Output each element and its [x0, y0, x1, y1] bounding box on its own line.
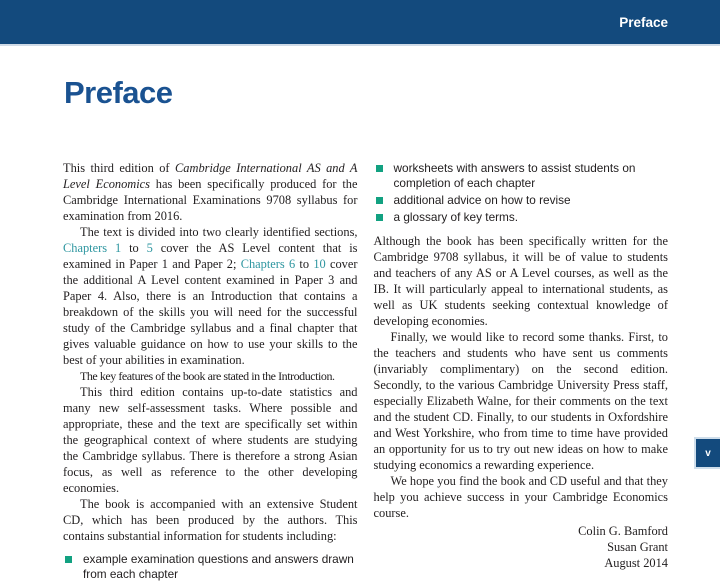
bullet-item: [374, 210, 669, 225]
signature-date: August 2014: [604, 556, 668, 570]
chapter-link[interactable]: Chapters 1: [63, 241, 122, 255]
text-run: The text is divided into two clearly identified sections,: [80, 225, 358, 239]
page-number-tab: [694, 437, 720, 469]
bullet-item: [374, 161, 669, 191]
bullet-square-icon: [376, 165, 383, 172]
bullet-list: [63, 552, 358, 582]
paragraph: We hope you find the book and CD useful and that they help you achieve success in your Cambridge Economics course.: [373, 474, 668, 520]
page-number: v: [705, 447, 711, 459]
text-run: cover the AS Level content that is examined in Paper 1 and Paper 2;: [63, 241, 358, 271]
paragraph: [63, 224, 358, 368]
bullet-text: additional advice on how to revise: [393, 193, 571, 207]
paragraph: [63, 160, 358, 224]
text-run: has been specifically produced for the Cambridge International Examinations 9708 syllabus for examination from 2016.: [63, 177, 358, 223]
bullet-text: a glossary of key terms.: [393, 210, 519, 224]
bullet-text: worksheets with answers to assist students on completion of each chapter: [393, 161, 636, 190]
text-run: to: [121, 241, 147, 255]
two-column-layout: [63, 160, 668, 584]
author-name: Susan Grant: [607, 540, 668, 554]
paragraph: Although the book has been specifically written for the Cambridge 9708 syllabus, it will be of value to students and teachers of any AS or A Level courses, as well as the IB. It will particularly appeal to international students, as well as UK students seeking contextual knowledge of developing economies.: [373, 234, 668, 328]
left-column: [63, 160, 358, 584]
paragraph: This third edition contains up-to-date statistics and many new self-assessment tasks. Where possible and appropriate, these and the text are specifically set within the geographical context of where students are studying the Cambridge syllabus. There is therefore a strong Asian focus, as well as reference to the other developing economies.: [63, 385, 358, 495]
signature-block: [374, 523, 669, 571]
header-chapter-title: Preface: [619, 14, 668, 30]
text-run: cover the additional A Level content examined in Paper 3 and Paper 4. Also, there is an Introduction that contains a breakdown of the skills you will need for the successful study of the Cambridge syllabus and a final chapter that gives valuable guidance on how to use your skills to the best of your abilities in examination.: [63, 257, 358, 367]
paragraph: The key features of the book are stated in the Introduction.: [80, 369, 335, 383]
chapter-link[interactable]: 10: [313, 257, 326, 271]
header-bar: [0, 0, 720, 44]
text-run: to: [295, 257, 314, 271]
bullet-list: [374, 161, 669, 225]
bullet-square-icon: [376, 197, 383, 204]
bullet-square-icon: [376, 214, 383, 221]
book-title-italic: Cambridge International AS and A Level Economics: [63, 161, 358, 191]
text-run: This third edition of: [63, 161, 176, 175]
page-title: Preface: [64, 75, 173, 110]
bullet-item: [374, 193, 669, 208]
bullet-text: example examination questions and answers drawn from each chapter: [83, 552, 354, 581]
paragraph: The book is accompanied with an extensive Student CD, which has been produced by the authors. This contains substantial information for students including:: [63, 497, 358, 543]
bullet-square-icon: [65, 556, 72, 563]
chapter-link[interactable]: Chapters 6: [240, 257, 296, 271]
right-column: [374, 160, 669, 584]
paragraph: Finally, we would like to record some thanks. First, to the teachers and students who have sent us comments (invariably complimentary) on the second edition. Secondly, to the various Cambridge University Press staff, especially Elizabeth Walne, for their comments on the text and the student CD. Finally, to our students in Oxfordshire and West Yorkshire, who from time to time have provided an opportunity for us to try out new ideas on how to make studying economics a rewarding experience.: [373, 330, 668, 472]
chapter-link[interactable]: 5: [146, 241, 153, 255]
bullet-item: [63, 552, 358, 582]
author-name: Colin G. Bamford: [578, 524, 668, 538]
